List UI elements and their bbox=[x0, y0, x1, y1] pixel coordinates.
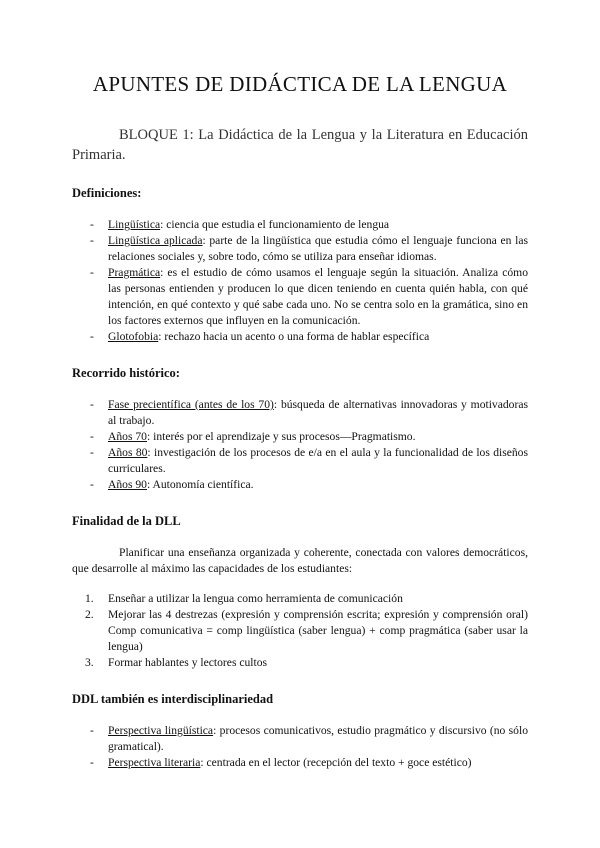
term: Glotofobia bbox=[108, 330, 159, 343]
definition: : parte de la lingüística que estudia cómo el lenguaje funciona en las relaciones sociales y, sobre todo, cómo se utiliza para enseñar idiomas. bbox=[108, 234, 528, 263]
term: Pragmática bbox=[108, 266, 161, 279]
block-heading: BLOQUE 1: La Didáctica de la Lengua y la Literatura en Educación Primaria. bbox=[72, 127, 528, 163]
section-heading-definiciones: Definiciones: bbox=[72, 186, 142, 200]
list-item: - Años 70: interés por el aprendizaje y sus procesos—Pragmatismo. bbox=[90, 430, 416, 443]
list-item: 1. Enseñar a utilizar la lengua como herramienta de comunicación bbox=[85, 592, 403, 605]
definition: : es el estudio de cómo usamos el lenguaje según la situación. Analiza cómo las personas entienden y producen lo que dicen teniendo en cuenta quién habla, con qué intención, en qué contexto y qué sabe cada uno. No se centra solo en la gramática, sino en los factores externos que influyen en la comunicación. bbox=[108, 266, 528, 327]
list-item: - Años 80: investigación de los procesos de e/a en el aula y la funcionalidad de los diseños curriculares. bbox=[90, 446, 528, 475]
list-interdisciplinariedad bbox=[72, 723, 528, 771]
item-text: Formar hablantes y lectores cultos bbox=[108, 656, 268, 669]
list-item: - Lingüística: ciencia que estudia el funcionamiento de lengua bbox=[90, 218, 390, 231]
list-item: - Años 90: Autonomía científica. bbox=[90, 478, 254, 491]
item-text: Mejorar las 4 destrezas (expresión y comprensión escrita; expresión y comprensión oral) Comp comunicativa = comp lingüística (saber lengua) + comp pragmática (saber usar la lengua) bbox=[108, 608, 528, 653]
list-item: - Lingüística aplicada: parte de la lingüística que estudia cómo el lenguaje funciona en las relaciones sociales y, sobre todo, cómo se utiliza para enseñar idiomas. bbox=[90, 234, 528, 263]
section-heading-recorrido: Recorrido histórico: bbox=[72, 366, 180, 380]
section-heading-finalidad: Finalidad de la DLL bbox=[72, 514, 181, 528]
list-item: - Glotofobia: rechazo hacia un acento o una forma de hablar específica bbox=[90, 330, 430, 343]
list-recorrido bbox=[72, 397, 528, 493]
term: Lingüística bbox=[108, 218, 161, 231]
definition: : rechazo hacia un acento o una forma de hablar específica bbox=[158, 330, 430, 343]
section-heading-interdisciplinariedad: DDL también es interdisciplinariedad bbox=[72, 692, 274, 706]
list-finalidad bbox=[72, 591, 528, 671]
term: Perspectiva literaria bbox=[108, 756, 201, 769]
term: Años 90 bbox=[108, 478, 147, 491]
term: Lingüística aplicada bbox=[108, 234, 203, 247]
list-item: 2. Mejorar las 4 destrezas (expresión y comprensión escrita; expresión y comprensión oral) Comp comunicativa = comp lingüística (saber lengua) + comp pragmática (saber usar la lengua) bbox=[85, 608, 528, 653]
term: Fase precientífica (antes de los 70) bbox=[108, 398, 274, 411]
list-item: - Fase precientífica (antes de los 70): búsqueda de alternativas innovadoras y motivadoras al trabajo. bbox=[90, 398, 528, 427]
item-text: Enseñar a utilizar la lengua como herramienta de comunicación bbox=[108, 592, 403, 605]
finalidad-paragraph: Planificar una enseñanza organizada y coherente, conectada con valores democráticos, que desarrolle al máximo las capacidades de los estudiantes: bbox=[72, 546, 528, 575]
definition: : búsqueda de alternativas innovadoras y motivadoras al trabajo. bbox=[108, 398, 528, 427]
list-item: 3. Formar hablantes y lectores cultos bbox=[85, 656, 268, 669]
definition: : procesos comunicativos, estudio pragmático y discursivo (no sólo gramatical). bbox=[108, 724, 529, 753]
term: Perspectiva lingüística bbox=[108, 724, 214, 737]
term: Años 80 bbox=[108, 446, 148, 459]
list-item: - Pragmática: es el estudio de cómo usamos el lenguaje según la situación. Analiza cómo las personas entienden y producen lo que dicen teniendo en cuenta quién habla, con qué intención, en qué contexto y qué sabe cada uno. No se centra solo en la gramática, sino en los factores externos que influyen en la comunicación. bbox=[90, 266, 528, 327]
list-item: - Perspectiva literaria: centrada en el lector (recepción del texto + goce estético) bbox=[90, 756, 472, 769]
definition: : investigación de los procesos de e/a en el aula y la funcionalidad de los diseños curriculares. bbox=[108, 446, 528, 475]
definition: : interés por el aprendizaje y sus procesos—Pragmatismo. bbox=[146, 430, 416, 443]
document-title: APUNTES DE DIDÁCTICA DE LA LENGUA bbox=[92, 72, 508, 96]
list-definiciones bbox=[72, 217, 528, 345]
definition: : Autonomía científica. bbox=[146, 478, 254, 491]
term: Años 70 bbox=[108, 430, 147, 443]
definition: : ciencia que estudia el funcionamiento de lengua bbox=[160, 218, 390, 231]
list-item: - Perspectiva lingüística: procesos comunicativos, estudio pragmático y discursivo (no sólo gramatical). bbox=[90, 724, 529, 753]
definition: : centrada en el lector (recepción del texto + goce estético) bbox=[200, 756, 472, 769]
